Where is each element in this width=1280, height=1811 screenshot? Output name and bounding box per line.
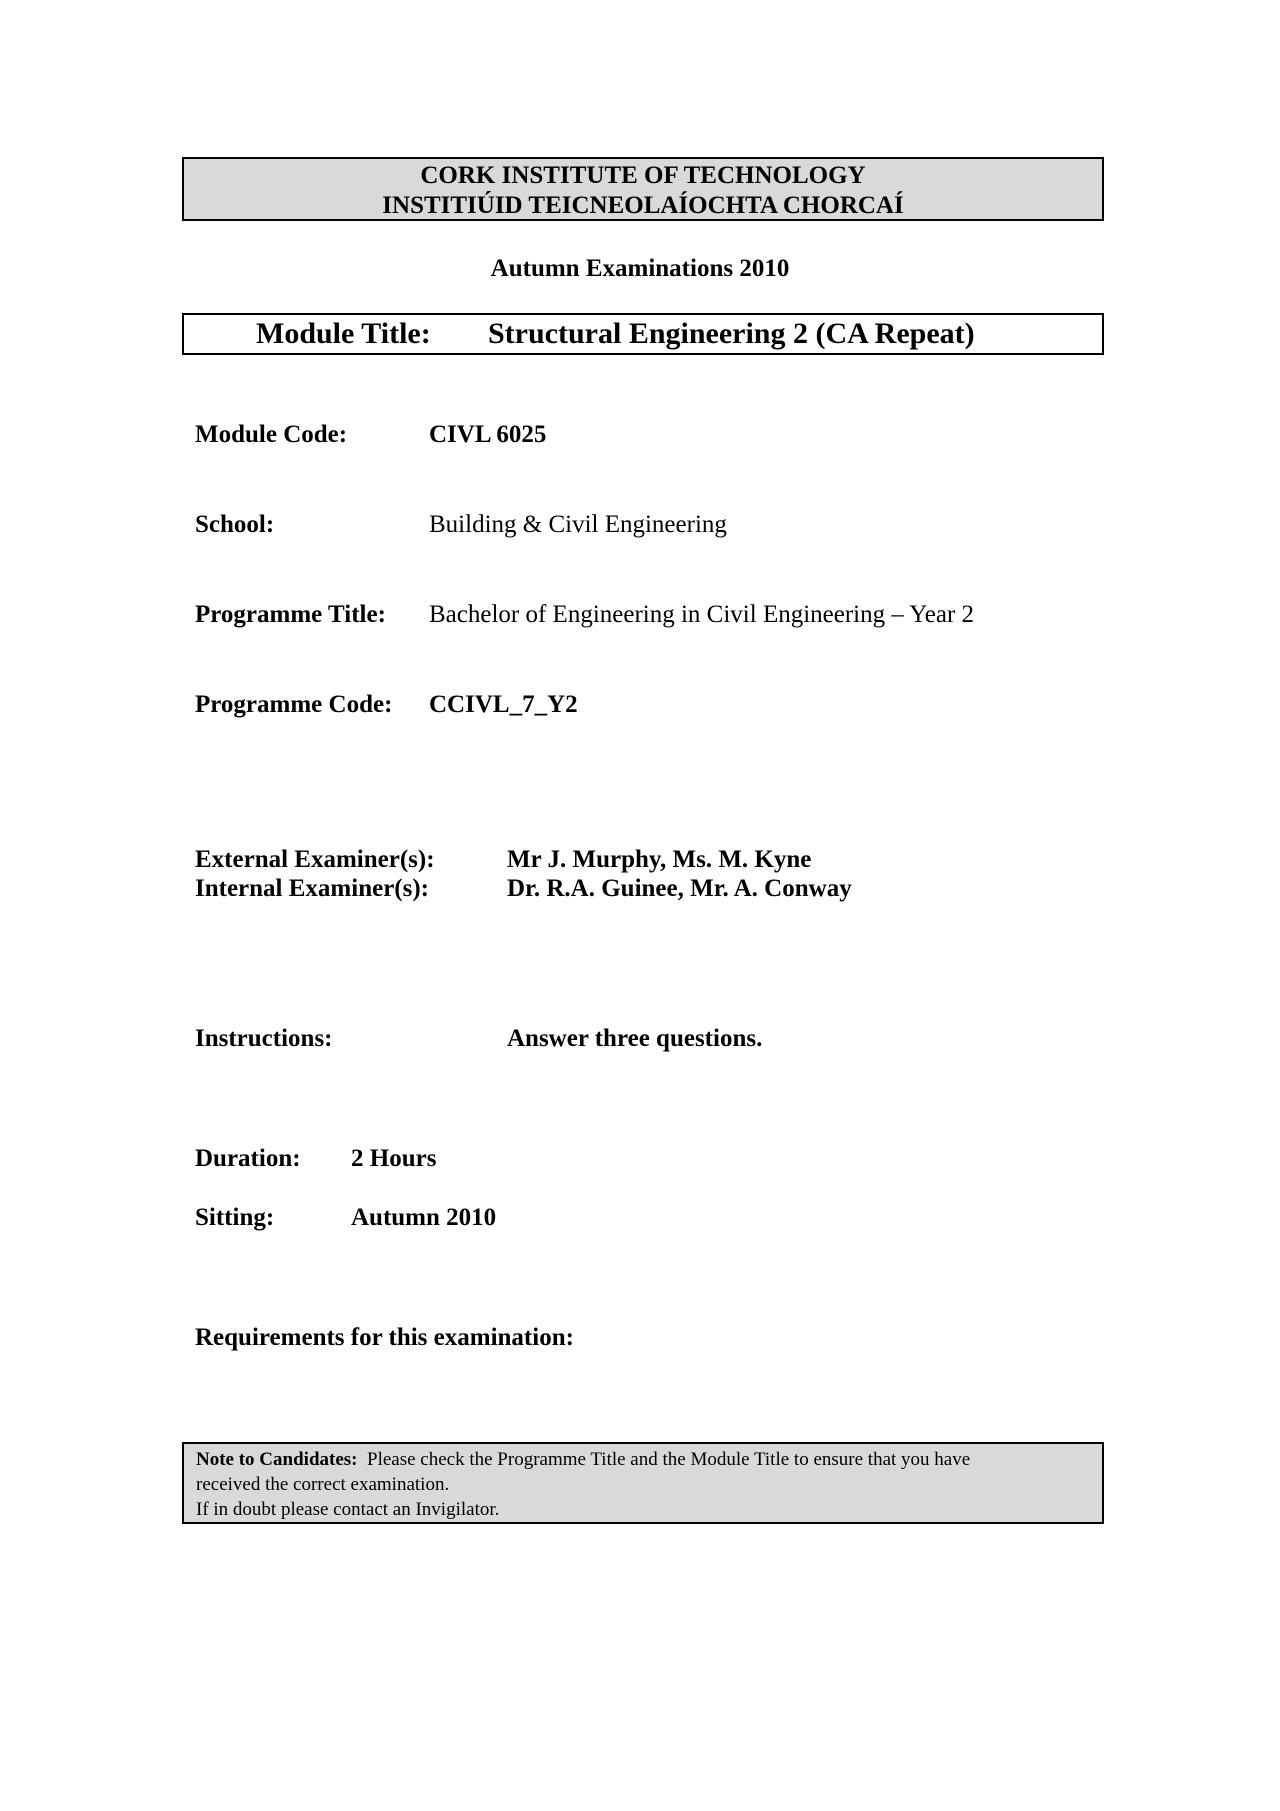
sitting-label: Sitting: [195, 1204, 275, 1231]
duration-label: Duration: [195, 1145, 301, 1172]
instructions-label: Instructions: [195, 1025, 333, 1052]
internal-examiner-value: Dr. R.A. Guinee, Mr. A. Conway [507, 875, 852, 902]
duration-value: 2 Hours [351, 1145, 437, 1172]
note-line-1 [196, 1447, 1090, 1472]
school-value: Building & Civil Engineering [429, 511, 727, 538]
module-title-label: Module Title: [256, 317, 431, 350]
exam-session-title: Autumn Examinations 2010 [490, 255, 790, 282]
module-code-label: Module Code: [195, 421, 348, 448]
instructions-value: Answer three questions. [507, 1025, 763, 1052]
module-title-value: Structural Engineering 2 (CA Repeat) [488, 317, 975, 350]
institution-header [182, 157, 1104, 221]
module-code-value: CIVL 6025 [429, 421, 547, 448]
external-examiner-label: External Examiner(s): [195, 846, 435, 873]
institution-name-irish: INSTITIÚID TEICNEOLAÍOCHTA CHORCAÍ [382, 192, 904, 219]
school-label: School: [195, 511, 275, 538]
note-text-line-2: received the correct examination. [196, 1474, 450, 1495]
internal-examiner-label: Internal Examiner(s): [195, 875, 429, 902]
requirements-label: Requirements for this examination: [195, 1324, 574, 1351]
sitting-value: Autumn 2010 [351, 1204, 497, 1231]
programme-title-label: Programme Title: [195, 601, 386, 628]
module-title-box [182, 313, 1104, 355]
programme-code-value: CCIVL_7_Y2 [429, 691, 578, 718]
institution-name-english: CORK INSTITUTE OF TECHNOLOGY [420, 162, 866, 189]
note-text-line-1: Please check the Programme Title and the Module Title to ensure that you have [367, 1449, 971, 1470]
note-to-candidates-box [182, 1442, 1104, 1524]
external-examiner-value: Mr J. Murphy, Ms. M. Kyne [507, 846, 812, 873]
note-text-line-3: If in doubt please contact an Invigilator. [196, 1499, 500, 1520]
programme-title-value: Bachelor of Engineering in Civil Engineering – Year 2 [429, 601, 975, 628]
note-label: Note to Candidates: [196, 1449, 358, 1470]
programme-code-label: Programme Code: [195, 691, 393, 718]
